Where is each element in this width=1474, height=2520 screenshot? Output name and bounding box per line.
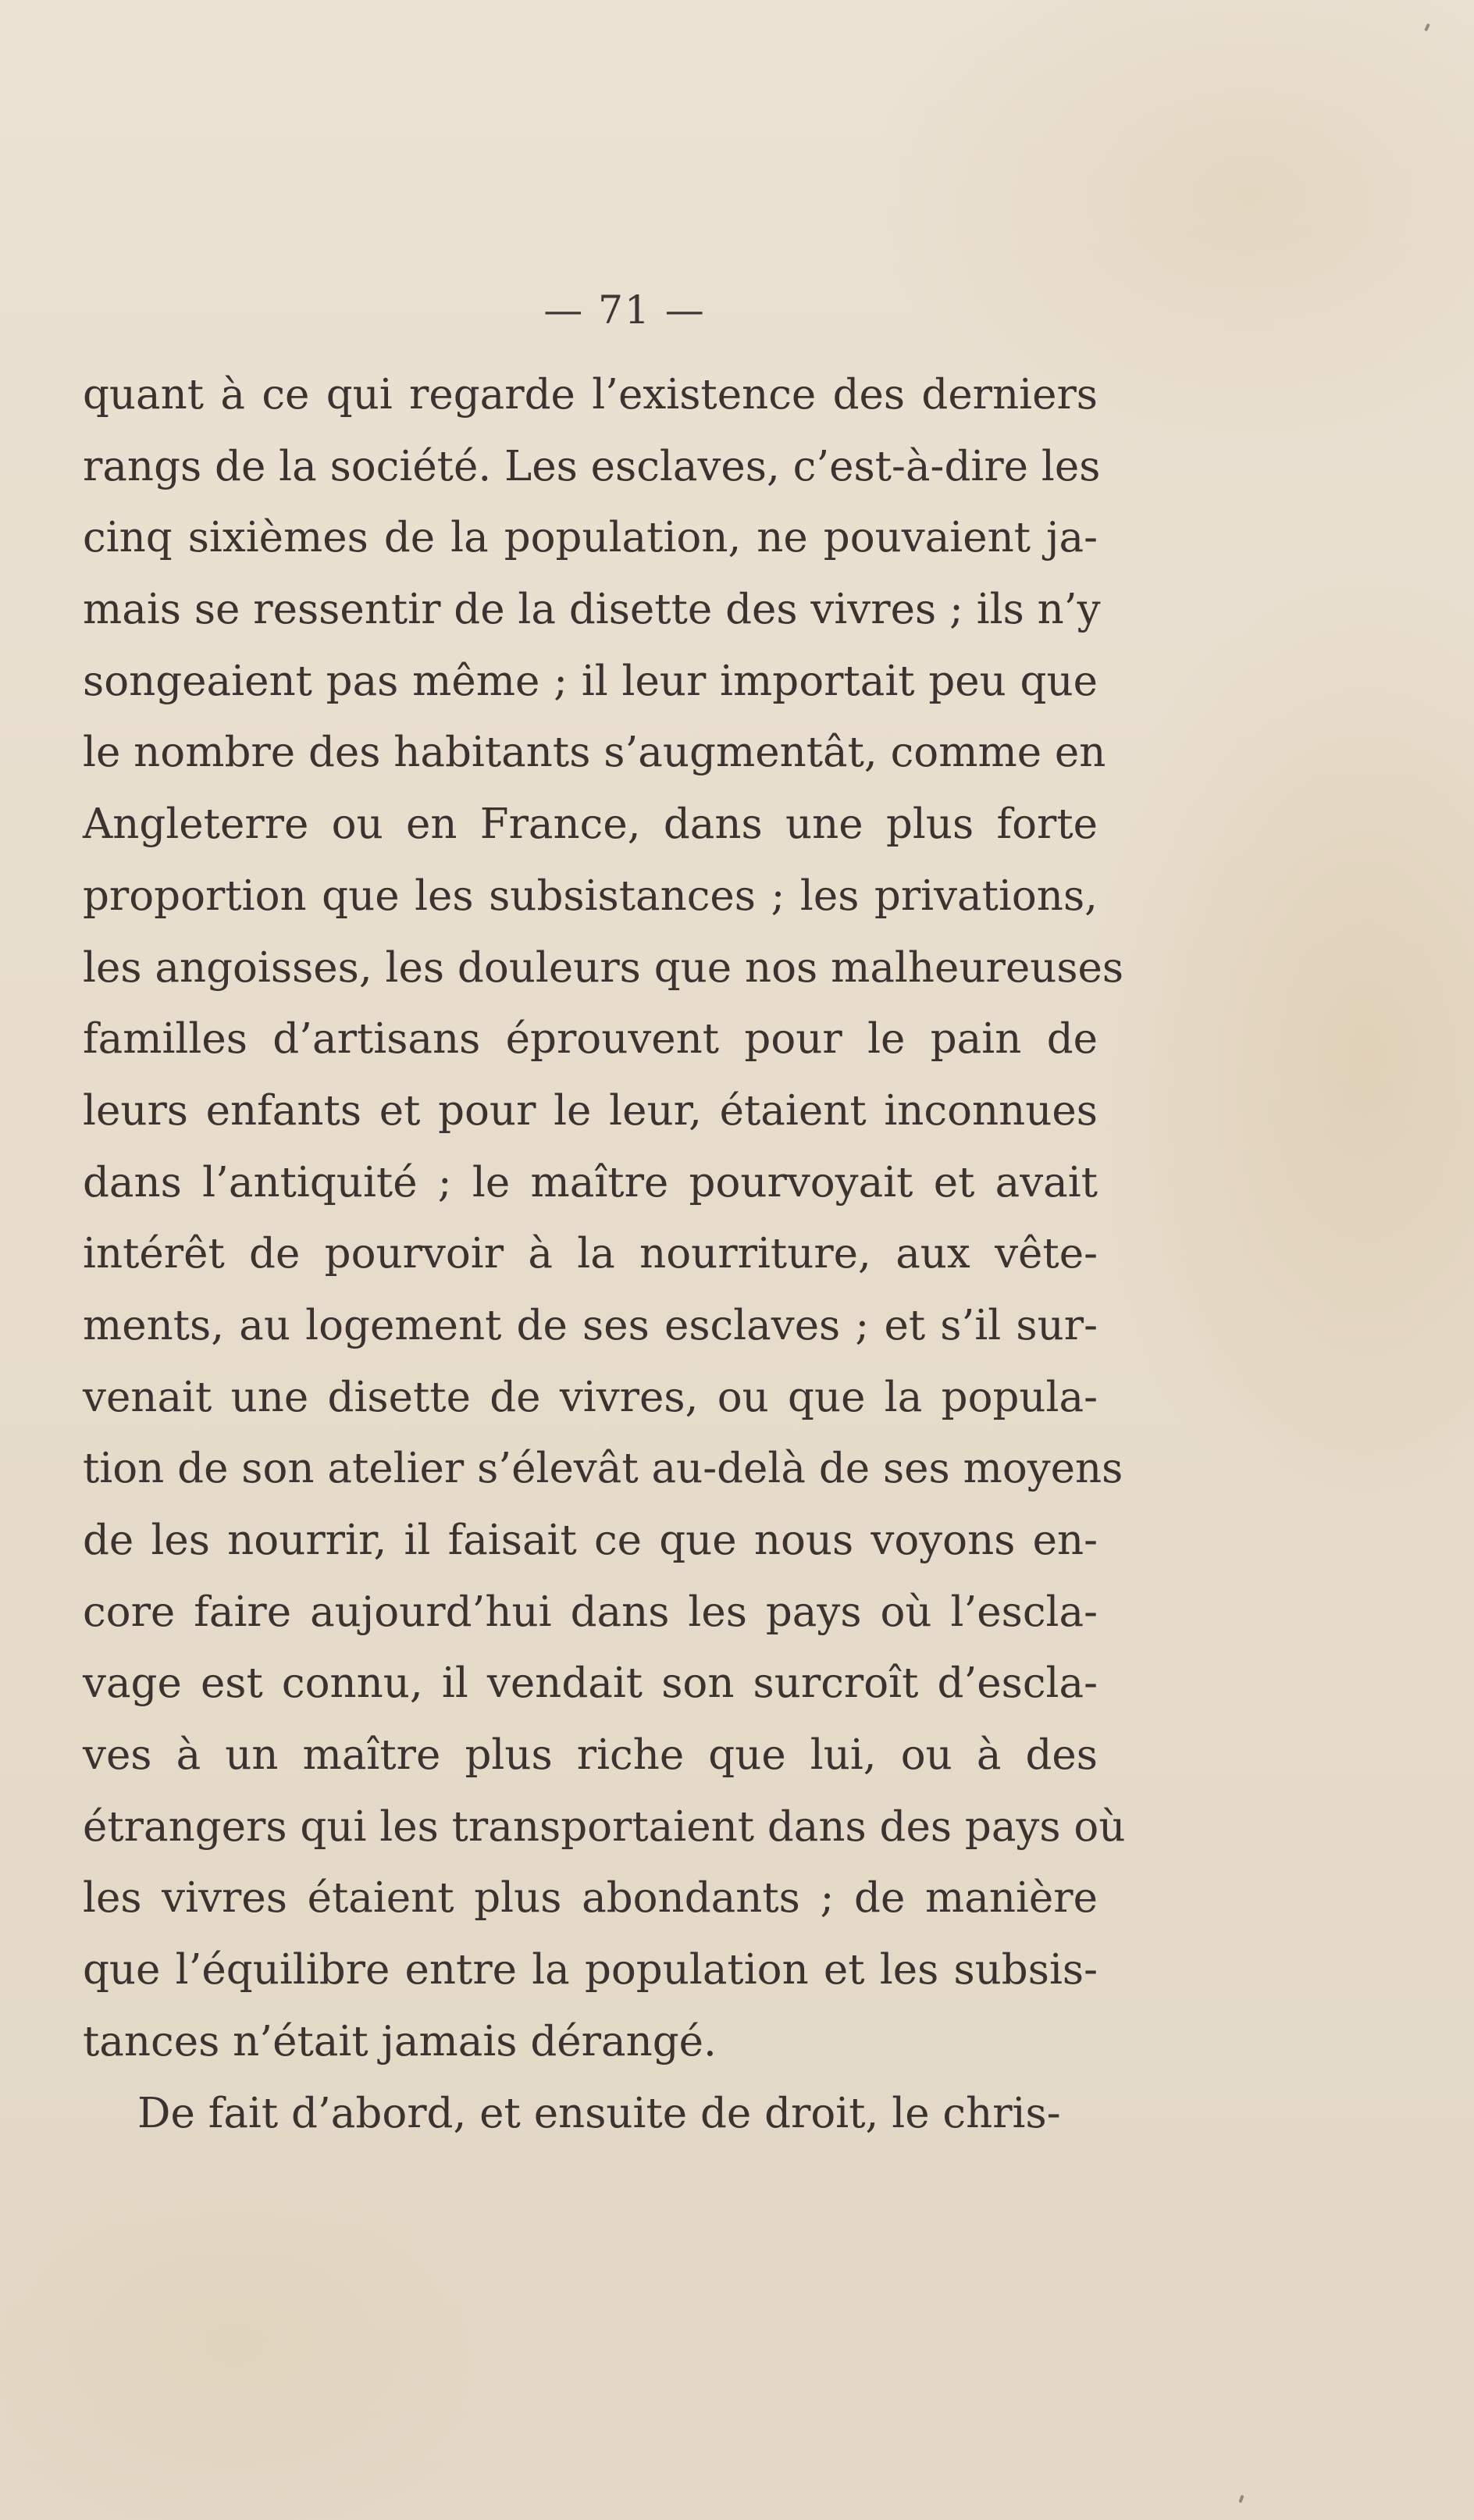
page-number: — 71 — [543,287,706,333]
paper-speck [1238,2495,1244,2504]
text-line: ves à un maître plus riche que lui, ou à des [83,1731,1098,1780]
paragraph-start-line: De fait d’abord, et ensuite de droit, le chris- [137,2089,1061,2137]
paper-speck [1424,23,1430,32]
body-text [83,359,1126,2149]
paragraph-end-line: tances n’était jamais dérangé. [83,2017,717,2066]
text-line: mais se ressentir de la disette des vivres ; ils n’y [83,586,1101,634]
text-line: étrangers qui les transportaient dans des pays où [83,1802,1126,1851]
text-line: vage est connu, il vendait son surcroît d’escla- [83,1659,1098,1708]
text-line: leurs enfants et pour le leur, étaient inconnues [83,1086,1098,1135]
text-line: les angoisses, les douleurs que nos malheureuses [83,943,1124,992]
text-line: ments, au logement de ses esclaves ; et s’il sur- [83,1301,1098,1349]
text-line: proportion que les subsistances ; les privations, [83,871,1098,920]
text-line: Angleterre ou en France, dans une plus forte [83,800,1098,849]
text-line: core faire aujourd’hui dans les pays où l’escla- [83,1588,1098,1636]
text-line: le nombre des habitants s’augmentât, comme en [83,729,1106,777]
text-line: venait une disette de vivres, ou que la popula- [83,1373,1098,1421]
text-line: quant à ce qui regarde l’existence des derniers [83,371,1098,419]
text-line: intérêt de pourvoir à la nourriture, aux vête- [83,1230,1098,1278]
text-line: tion de son atelier s’élevât au-delà de ses moyens [83,1445,1123,1493]
text-line: rangs de la société. Les esclaves, c’est-à-dire les [83,442,1101,490]
text-line: dans l’antiquité ; le maître pourvoyait et avait [83,1158,1098,1207]
text-line: les vivres étaient plus abondants ; de manière [83,1874,1098,1923]
text-line: que l’équilibre entre la population et les subsis- [83,1946,1098,1994]
text-line: cinq sixièmes de la population, ne pouvaient ja- [83,514,1098,562]
text-line: de les nourrir, il faisait ce que nous voyons en- [83,1517,1098,1564]
text-line: familles d’artisans éprouvent pour le pain de [83,1015,1098,1064]
text-line: songeaient pas même ; il leur importait peu que [83,657,1098,705]
